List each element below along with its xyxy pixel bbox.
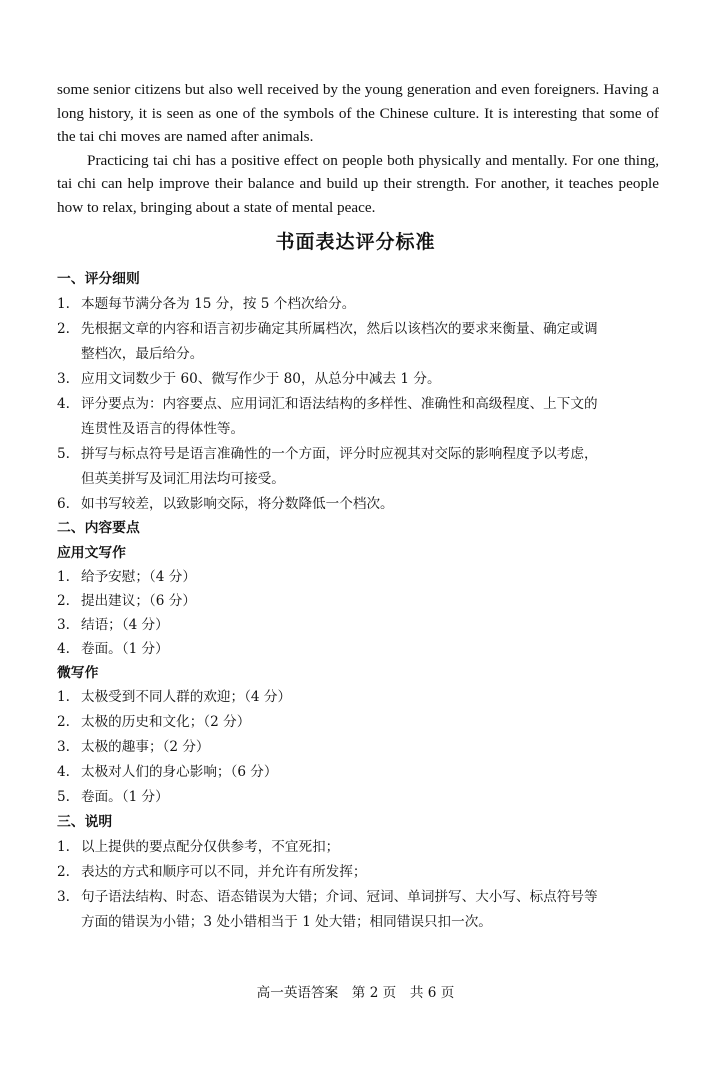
rule-text-continued: 连贯性及语言的得体性等。 — [81, 421, 245, 437]
rule-text: 本题每节满分各为 15 分，按 5 个档次给分。 — [81, 296, 356, 312]
essay-paragraph-1: some senior citizens but also well received by the young generation and even foreigners. Having a long history, it is seen as one of the symbols of the Chinese culture. It is interesting that some of the tai chi moves are named after animals. — [57, 81, 659, 145]
point-text: 卷面。（1 分） — [81, 789, 169, 805]
point-item — [57, 637, 667, 657]
point-text: 太极的历史和文化；（2 分） — [81, 714, 251, 730]
rule-item — [57, 367, 667, 387]
point-number: 1. — [57, 689, 70, 705]
note-item — [57, 835, 667, 855]
point-item — [57, 785, 667, 805]
note-number: 3. — [57, 889, 70, 905]
rule-text-continued: 整档次，最后给分。 — [81, 346, 204, 362]
note-text-continued: 方面的错误为小错；3 处小错相当于 1 处大错；相同错误只扣一次。 — [81, 914, 492, 930]
rule-number: 4. — [57, 396, 70, 412]
section-1-heading: 一、评分细则 — [57, 271, 140, 287]
point-text: 太极的趣事；（2 分） — [81, 739, 210, 755]
rule-text: 如书写较差，以致影响交际，将分数降低一个档次。 — [81, 496, 394, 512]
point-text: 给予安慰；（4 分） — [81, 569, 196, 585]
note-item — [57, 860, 667, 880]
note-item — [57, 885, 667, 905]
rule-item — [57, 392, 667, 412]
section-3-heading: 三、说明 — [57, 814, 113, 830]
point-item — [57, 710, 667, 730]
point-number: 3. — [57, 739, 70, 755]
page-footer: 高一英语答案 第 2 页 共 6 页 — [256, 985, 455, 1001]
rule-text: 评分要点为：内容要点、应用词汇和语法结构的多样性、准确性和高级程度、上下文的 — [81, 396, 598, 412]
rule-text-continued: 但英美拼写及词汇用法均可接受。 — [81, 471, 285, 487]
point-text: 太极对人们的身心影响；（6 分） — [81, 764, 278, 780]
rule-item — [57, 317, 667, 337]
rule-item — [57, 292, 667, 312]
english-model-essay — [57, 78, 659, 219]
rule-number: 6. — [57, 496, 70, 512]
rule-number: 5. — [57, 446, 70, 462]
point-item — [57, 565, 667, 585]
point-number: 4. — [57, 764, 70, 780]
note-text: 句子语法结构、时态、语态错误为大错；介词、冠词、单词拼写、大小写、标点符号等 — [81, 889, 598, 905]
rule-number: 1. — [57, 296, 70, 312]
point-item — [57, 760, 667, 780]
point-text: 结语；（4 分） — [81, 617, 169, 633]
micro-writing-heading: 微写作 — [57, 665, 99, 681]
point-item — [57, 685, 667, 705]
point-number: 2. — [57, 593, 70, 609]
rule-number: 2. — [57, 321, 70, 337]
rule-number: 3. — [57, 371, 70, 387]
rule-text: 拼写与标点符号是语言准确性的一个方面，评分时应视其对交际的影响程度予以考虑， — [81, 446, 598, 462]
point-text: 太极受到不同人群的欢迎；（4 分） — [81, 689, 292, 705]
point-number: 1. — [57, 569, 70, 585]
rule-item — [57, 442, 667, 462]
point-text: 卷面。（1 分） — [81, 641, 169, 657]
point-number: 3. — [57, 617, 70, 633]
point-number: 4. — [57, 641, 70, 657]
rule-text: 应用文词数少于 60、微写作少于 80，从总分中减去 1 分。 — [81, 371, 441, 387]
point-item — [57, 735, 667, 755]
note-number: 1. — [57, 839, 70, 855]
page-title: 书面表达评分标准 — [275, 231, 436, 253]
note-number: 2. — [57, 864, 70, 880]
note-text: 以上提供的要点配分仅供参考，不宜死扣； — [81, 839, 340, 855]
essay-paragraph-2: Practicing tai chi has a positive effect on people both physically and mentally. For one thing, tai chi can help improve their balance and build up their strength. For another, it teaches people how to relax, bringing about a state of mental peace. — [57, 151, 659, 216]
rule-text: 先根据文章的内容和语言初步确定其所属档次，然后以该档次的要求来衡量、确定或调 — [81, 321, 598, 337]
point-number: 5. — [57, 789, 70, 805]
point-text: 提出建议；（6 分） — [81, 593, 196, 609]
point-number: 2. — [57, 714, 70, 730]
note-text: 表达的方式和顺序可以不同，并允许有所发挥； — [81, 864, 367, 880]
section-2-heading: 二、内容要点 — [57, 520, 140, 536]
point-item — [57, 613, 667, 633]
point-item — [57, 589, 667, 609]
rule-item — [57, 492, 667, 512]
applied-writing-heading: 应用文写作 — [57, 545, 126, 561]
